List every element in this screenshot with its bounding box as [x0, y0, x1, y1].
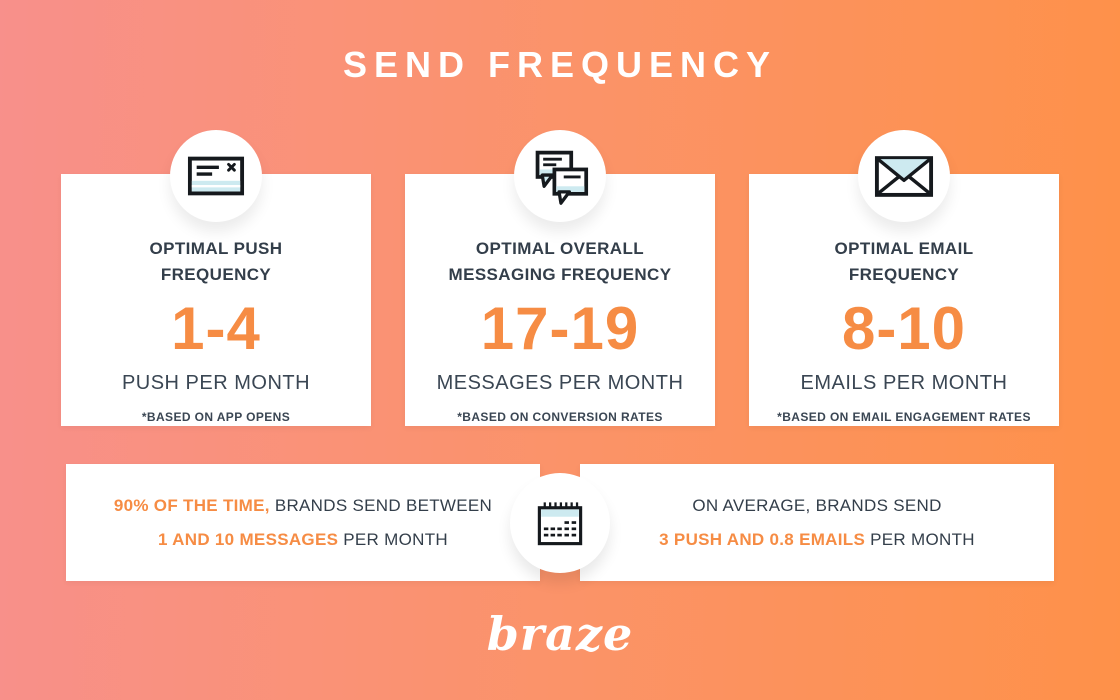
card-value: 8-10 — [841, 294, 967, 362]
braze-logo: braze — [486, 607, 634, 661]
summary-row — [0, 464, 1120, 581]
push-notification-icon — [187, 155, 245, 197]
card-title: OPTIMAL EMAIL FREQUENCY — [834, 239, 974, 285]
card-footnote: *BASED ON APP OPENS — [141, 409, 291, 424]
chat-messages-icon — [530, 147, 590, 205]
card-unit: PUSH PER MONTH — [121, 371, 311, 394]
summary-right-line2: 3 PUSH AND 0.8 EMAILS PER MONTH — [659, 529, 975, 549]
email-envelope-icon — [874, 155, 934, 198]
stat-cards-row — [0, 174, 1120, 426]
summary-left-line1: 90% OF THE TIME, BRANDS SEND BETWEEN — [113, 495, 493, 515]
card-value: 17-19 — [480, 294, 640, 362]
card-footnote: *BASED ON CONVERSION RATES — [457, 409, 663, 424]
card-footnote: *BASED ON EMAIL ENGAGEMENT RATES — [777, 409, 1031, 424]
chat-icon-circle — [514, 130, 606, 222]
card-title: OPTIMAL PUSH FREQUENCY — [149, 239, 283, 285]
push-icon-circle — [170, 130, 262, 222]
messaging-frequency-card — [405, 174, 715, 426]
email-icon-circle — [858, 130, 950, 222]
summary-right-line1: ON AVERAGE, BRANDS SEND — [692, 495, 942, 515]
summary-panel-left — [66, 464, 540, 581]
card-value: 1-4 — [171, 294, 261, 362]
page-title: SEND FREQUENCY — [342, 44, 778, 85]
card-title: OPTIMAL OVERALL MESSAGING FREQUENCY — [448, 239, 672, 285]
calendar-icon-circle — [510, 473, 610, 573]
push-frequency-card — [61, 174, 371, 426]
summary-panel-right — [580, 464, 1054, 581]
card-unit: MESSAGES PER MONTH — [436, 371, 684, 394]
email-frequency-card — [749, 174, 1059, 426]
calendar-icon — [533, 497, 587, 549]
card-unit: EMAILS PER MONTH — [800, 371, 1008, 394]
summary-left-line2: 1 AND 10 MESSAGES PER MONTH — [158, 529, 448, 549]
